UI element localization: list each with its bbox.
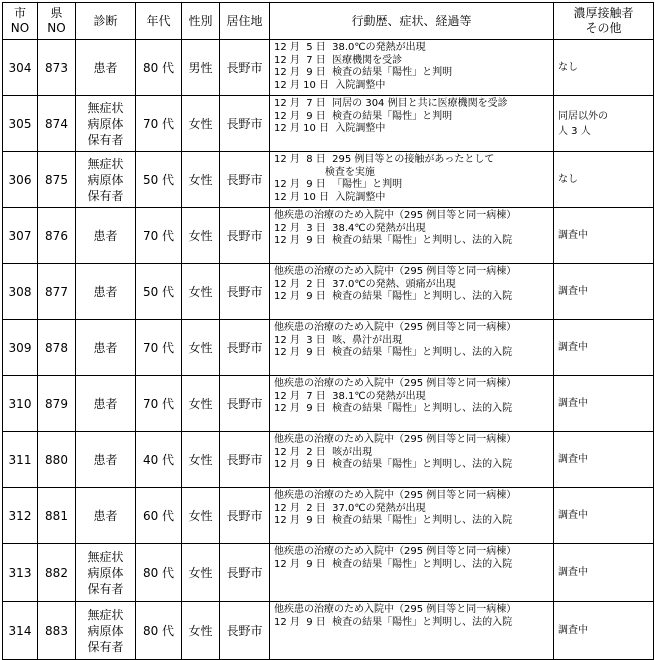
cell-city-no: 312: [3, 488, 38, 544]
cell-contacts: なし: [554, 152, 654, 208]
table-row: [3, 432, 654, 488]
history-line: 12 月 5 日 38.0℃の発熱が出現: [274, 42, 426, 53]
header-age: 年代: [136, 3, 182, 40]
cell-residence: 長野市: [220, 602, 270, 660]
cell-contacts: なし: [554, 40, 654, 96]
cell-diagnosis: 患者: [76, 376, 136, 432]
table-row: [3, 208, 654, 264]
cell-age: 80 代: [136, 602, 182, 660]
cell-contacts: 調査中: [554, 208, 654, 264]
cell-history: [270, 320, 554, 376]
cell-pref-no: 879: [38, 376, 76, 432]
history-line: 12 月 7 日 同居の 304 例目と共に医療機関を受診: [274, 98, 508, 109]
cell-residence: 長野市: [220, 432, 270, 488]
table-row: [3, 488, 654, 544]
cell-pref-no: 877: [38, 264, 76, 320]
cell-city-no: 309: [3, 320, 38, 376]
history-line: 12 月 10 日 入院調整中: [274, 191, 386, 203]
history-line: 12 月 9 日 検査の結果「陽性」と判明し、法的入院: [274, 558, 513, 570]
cell-pref-no: 878: [38, 320, 76, 376]
cell-residence: 長野市: [220, 320, 270, 376]
history-line: 12 月 3 日 咳、鼻汁が出現: [274, 334, 403, 346]
cell-history: [270, 96, 554, 152]
history-line: 他疾患の治療のため入院中（295 例目等と同一病棟）: [274, 604, 517, 615]
cell-pref-no: 880: [38, 432, 76, 488]
cell-city-no: 311: [3, 432, 38, 488]
header-pref-no: 県 NO: [38, 3, 76, 40]
cell-age: 50 代: [136, 264, 182, 320]
history-line: 12 月 9 日 検査の結果「陽性」と判明し、法的入院: [274, 515, 513, 526]
cell-city-no: 308: [3, 264, 38, 320]
cell-residence: 長野市: [220, 152, 270, 208]
cell-contacts: 調査中: [554, 376, 654, 432]
table-row: [3, 376, 654, 432]
cell-contacts: 調査中: [554, 488, 654, 544]
cell-history: [270, 152, 554, 208]
cell-diagnosis: 患者: [76, 208, 136, 264]
cell-age: 70 代: [136, 208, 182, 264]
cell-diagnosis: 無症状 病原体 保有者: [76, 544, 136, 602]
history-line: 他疾患の治療のため入院中（295 例目等と同一病棟）: [274, 434, 517, 445]
cell-diagnosis: 患者: [76, 40, 136, 96]
cell-city-no: 305: [3, 96, 38, 152]
cell-history: [270, 376, 554, 432]
cell-residence: 長野市: [220, 208, 270, 264]
cell-residence: 長野市: [220, 488, 270, 544]
cell-sex: 女性: [182, 320, 220, 376]
cell-city-no: 313: [3, 544, 38, 602]
cell-diagnosis: 無症状 病原体 保有者: [76, 96, 136, 152]
cell-pref-no: 881: [38, 488, 76, 544]
cell-history: [270, 40, 554, 96]
cell-contacts: 調査中: [554, 320, 654, 376]
header-sex: 性別: [182, 3, 220, 40]
history-line: 他疾患の治療のため入院中（295 例目等と同一病棟）: [274, 546, 517, 557]
table-row: [3, 40, 654, 96]
cell-city-no: 314: [3, 602, 38, 660]
cell-age: 80 代: [136, 544, 182, 602]
header-city-no: 市 NO: [3, 3, 38, 40]
history-line: 12 月 3 日 38.4℃の発熱が出現: [274, 222, 426, 234]
history-line: 他疾患の治療のため入院中（295 例目等と同一病棟）: [274, 378, 517, 389]
cell-history: [270, 544, 554, 602]
header-history: 行動歴、症状、経過等: [270, 3, 554, 40]
cell-sex: 女性: [182, 152, 220, 208]
cell-pref-no: 876: [38, 208, 76, 264]
history-line: 12 月 8 日 295 例目等との接触があったとして: [274, 154, 495, 165]
table-row: [3, 152, 654, 208]
table-row: [3, 602, 654, 660]
cell-contacts: 調査中: [554, 264, 654, 320]
cell-pref-no: 882: [38, 544, 76, 602]
cell-age: 70 代: [136, 376, 182, 432]
cell-history: [270, 208, 554, 264]
history-line: 12 月 9 日 検査の結果「陽性」と判明し、法的入院: [274, 459, 513, 470]
history-line: 12 月 10 日 入院調整中: [274, 79, 386, 91]
history-line: 12 月 2 日 咳が出現: [274, 446, 373, 458]
cell-contacts: 同居以外の 人 3 人: [554, 96, 654, 152]
table-row: [3, 96, 654, 152]
history-line: 12 月 9 日 検査の結果「陽性」と判明し、法的入院: [274, 235, 513, 246]
cell-sex: 女性: [182, 376, 220, 432]
cell-age: 40 代: [136, 432, 182, 488]
cell-age: 80 代: [136, 40, 182, 96]
history-line: 12 月 2 日 37.0℃の発熱、頭痛が出現: [274, 278, 456, 290]
cell-residence: 長野市: [220, 264, 270, 320]
header-contacts: 濃厚接触者 その他: [554, 3, 654, 40]
history-line: 他疾患の治療のため入院中（295 例目等と同一病棟）: [274, 490, 517, 501]
cases-table: [2, 2, 654, 660]
header-diagnosis: 診断: [76, 3, 136, 40]
cell-city-no: 307: [3, 208, 38, 264]
cell-pref-no: 874: [38, 96, 76, 152]
cell-sex: 女性: [182, 264, 220, 320]
cell-residence: 長野市: [220, 40, 270, 96]
cell-history: [270, 264, 554, 320]
cell-contacts: 調査中: [554, 432, 654, 488]
cell-sex: 女性: [182, 602, 220, 660]
table-row: [3, 320, 654, 376]
cell-age: 70 代: [136, 96, 182, 152]
cell-pref-no: 873: [38, 40, 76, 96]
header-residence: 居住地: [220, 3, 270, 40]
history-line: 12 月 9 日 検査の結果「陽性」と判明し、法的入院: [274, 616, 513, 628]
cell-sex: 女性: [182, 488, 220, 544]
cell-sex: 女性: [182, 432, 220, 488]
cell-city-no: 304: [3, 40, 38, 96]
cell-diagnosis: 患者: [76, 432, 136, 488]
header-row: [3, 3, 654, 40]
cell-city-no: 306: [3, 152, 38, 208]
cell-diagnosis: 無症状 病原体 保有者: [76, 602, 136, 660]
cell-contacts: 調査中: [554, 544, 654, 602]
cell-pref-no: 883: [38, 602, 76, 660]
cell-sex: 女性: [182, 544, 220, 602]
cell-diagnosis: 患者: [76, 264, 136, 320]
history-line: 他疾患の治療のため入院中（295 例目等と同一病棟）: [274, 266, 517, 277]
history-line: 12 月 9 日 「陽性」と判明: [274, 179, 403, 190]
history-line: 12 月 9 日 検査の結果「陽性」と判明し、法的入院: [274, 347, 513, 358]
history-line: 12 月 10 日 入院調整中: [274, 123, 386, 134]
cell-sex: 女性: [182, 96, 220, 152]
cell-diagnosis: 患者: [76, 320, 136, 376]
history-line: 12 月 9 日 検査の結果「陽性」と判明: [274, 110, 453, 122]
history-line: 12 月 9 日 検査の結果「陽性」と判明し、法的入院: [274, 291, 513, 302]
cell-age: 50 代: [136, 152, 182, 208]
history-line: 12 月 7 日 医療機関を受診: [274, 54, 403, 66]
history-line: 他疾患の治療のため入院中（295 例目等と同一病棟）: [274, 210, 517, 221]
table-row: [3, 264, 654, 320]
history-line: 他疾患の治療のため入院中（295 例目等と同一病棟）: [274, 322, 517, 333]
table-row: [3, 544, 654, 602]
cell-residence: 長野市: [220, 96, 270, 152]
cell-contacts: 調査中: [554, 602, 654, 660]
cell-history: [270, 602, 554, 660]
cell-sex: 男性: [182, 40, 220, 96]
cell-pref-no: 875: [38, 152, 76, 208]
history-line: 12 月 7 日 38.1℃の発熱が出現: [274, 390, 426, 402]
history-line: 12 月 9 日 検査の結果「陽性」と判明: [274, 67, 453, 78]
history-line: 12 月 2 日 37.0℃の発熱が出現: [274, 502, 426, 514]
cell-sex: 女性: [182, 208, 220, 264]
cell-diagnosis: 患者: [76, 488, 136, 544]
history-line: 12 月 9 日 検査の結果「陽性」と判明し、法的入院: [274, 403, 513, 414]
cell-age: 60 代: [136, 488, 182, 544]
history-line: 検査を実施: [274, 166, 375, 178]
cell-city-no: 310: [3, 376, 38, 432]
cell-diagnosis: 無症状 病原体 保有者: [76, 152, 136, 208]
cell-residence: 長野市: [220, 544, 270, 602]
cell-residence: 長野市: [220, 376, 270, 432]
cell-history: [270, 432, 554, 488]
cell-history: [270, 488, 554, 544]
cell-age: 70 代: [136, 320, 182, 376]
